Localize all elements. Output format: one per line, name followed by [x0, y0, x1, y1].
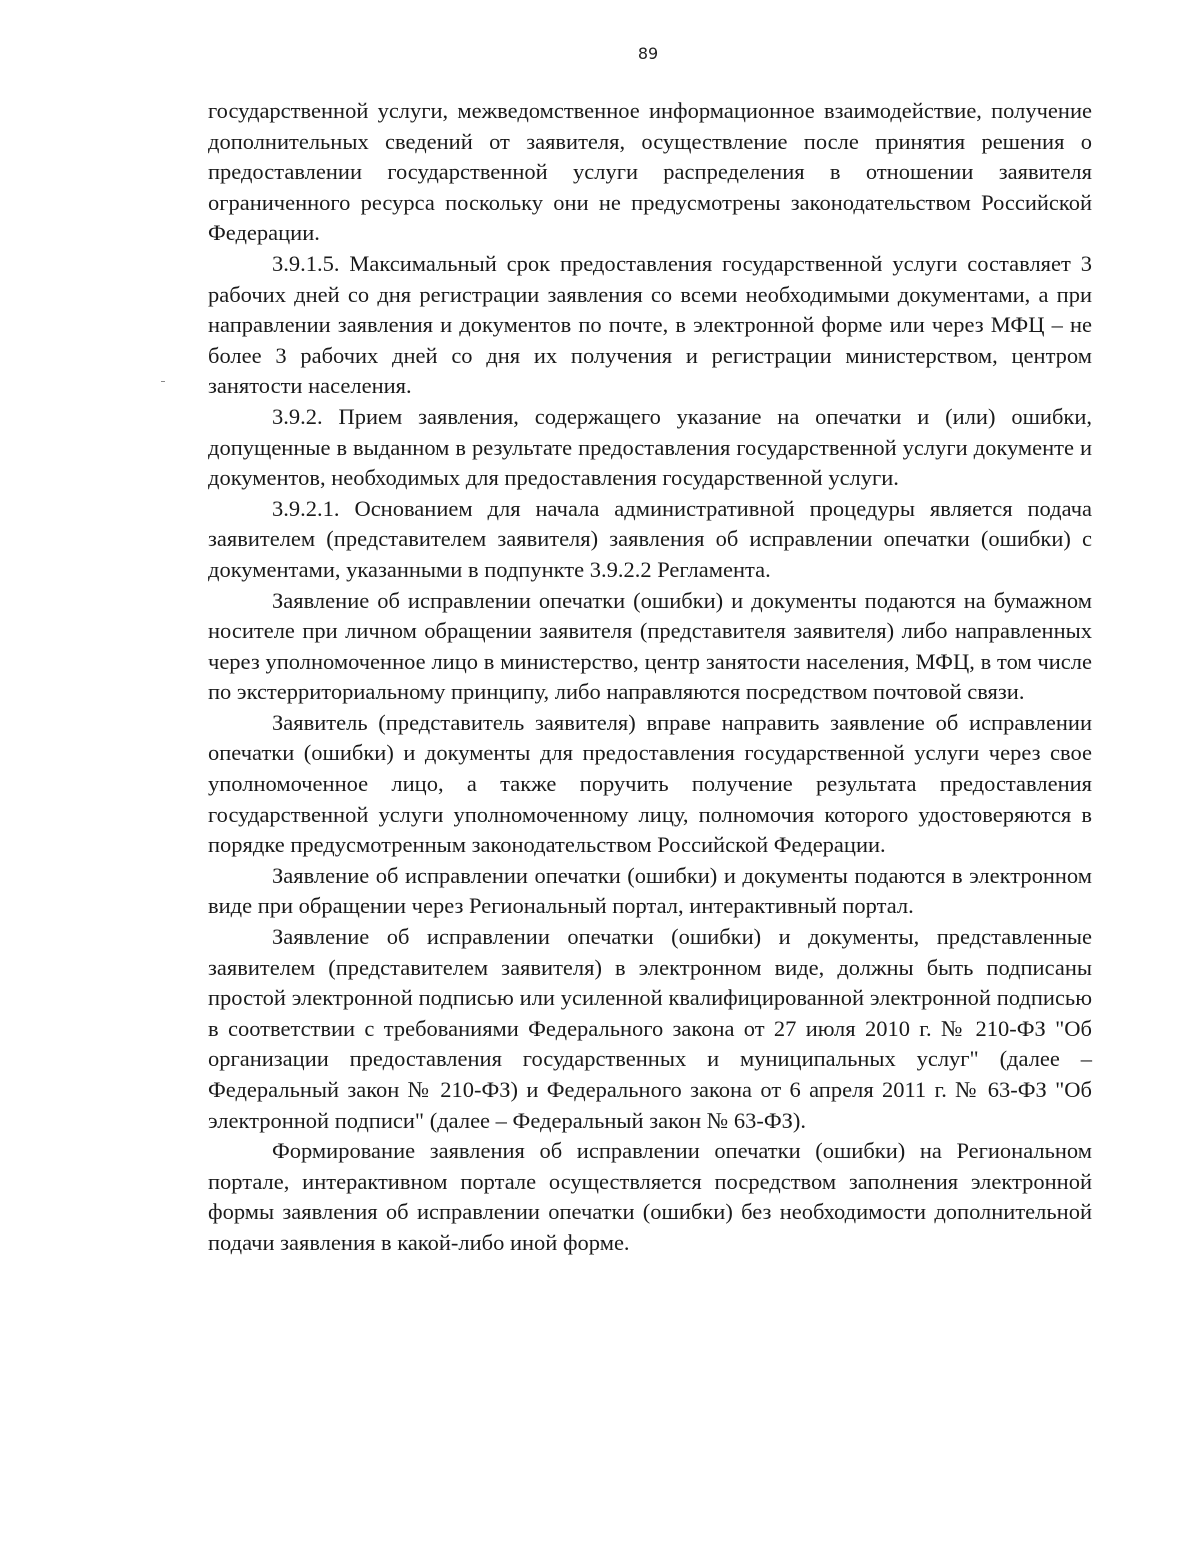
document-body — [208, 96, 1092, 1259]
paragraph-portal-form: Формирование заявления об исправлении опечатки (ошибки) на Региональном портале, интерактивном портале осуществляется посредством заполнения электронной формы заявления об исправлении опечатки (ошибки) без необходимости дополнительной подачи заявления в какой-либо иной форме. — [208, 1138, 1092, 1255]
paragraph-authorized-person: Заявитель (представитель заявителя) вправе направить заявление об исправлении опечатки (ошибки) и документы для предоставления государственной услуги через свое уполномоченное лицо, а также поручить получение результата предоставления государственной услуги уполномоченному лицу, полномочия которого удостоверяются в порядке предусмотренным законодательством Российской Федерации. — [208, 709, 1092, 858]
scan-artifact — [161, 381, 165, 382]
paragraph-3-9-1-5: 3.9.1.5. Максимальный срок предоставления государственной услуги составляет 3 рабочих дней со дня регистрации заявления со всеми необходимыми документами, а при направлении заявления и документов по почте, в электронной форме или через МФЦ – не более 3 рабочих дней со дня их получения и регистрации министерством, центром занятости населения. — [208, 250, 1092, 399]
paragraph-continuation: государственной услуги, межведомственное информационное взаимодействие, получение дополнительных сведений от заявителя, осуществление после принятия решения о предоставлении государственной услуги распределения в отношении заявителя ограниченного ресурса поскольку они не предусмотрены законодательством Российской Федерации. — [208, 98, 1092, 246]
paragraph-paper-submission: Заявление об исправлении опечатки (ошибки) и документы подаются на бумажном носителе при личном обращении заявителя (представителя заявителя) либо направленных через уполномоченное лицо в министерство, центр занятости населения, МФЦ, в том числе по экстерриториальному принципу, либо направляются посредством почтовой связи. — [208, 587, 1092, 705]
paragraph-3-9-2-1: 3.9.2.1. Основанием для начала административной процедуры является подача заявителем (представителем заявителя) заявления об исправлении опечатки (ошибки) с документами, указанными в подпункте 3.9.2.2 Регламента. — [208, 495, 1092, 582]
page-number: 89 — [637, 44, 659, 63]
paragraph-electronic-submission: Заявление об исправлении опечатки (ошибки) и документы подаются в электронном виде при обращении через Региональный портал, интерактивный портал. — [208, 862, 1092, 919]
paragraph-electronic-signature: Заявление об исправлении опечатки (ошибки) и документы, представленные заявителем (представителем заявителя) в электронном виде, должны быть подписаны простой электронной подписью или усиленной квалифицированной электронной подписью в соответствии с требованиями Федерального закона от 27 июля 2010 г. № 210-ФЗ "Об организации предоставления государственных и муниципальных услуг" (далее – Федеральный закон № 210-ФЗ) и Федерального закона от 6 апреля 2011 г. № 63-ФЗ "Об электронной подписи" (далее – Федеральный закон № 63-ФЗ). — [208, 924, 1092, 1133]
paragraph-3-9-2: 3.9.2. Прием заявления, содержащего указание на опечатки и (или) ошибки, допущенные в выданном в результате предоставления государственной услуги документе и документов, необходимых для предоставления государственной услуги. — [208, 403, 1092, 491]
